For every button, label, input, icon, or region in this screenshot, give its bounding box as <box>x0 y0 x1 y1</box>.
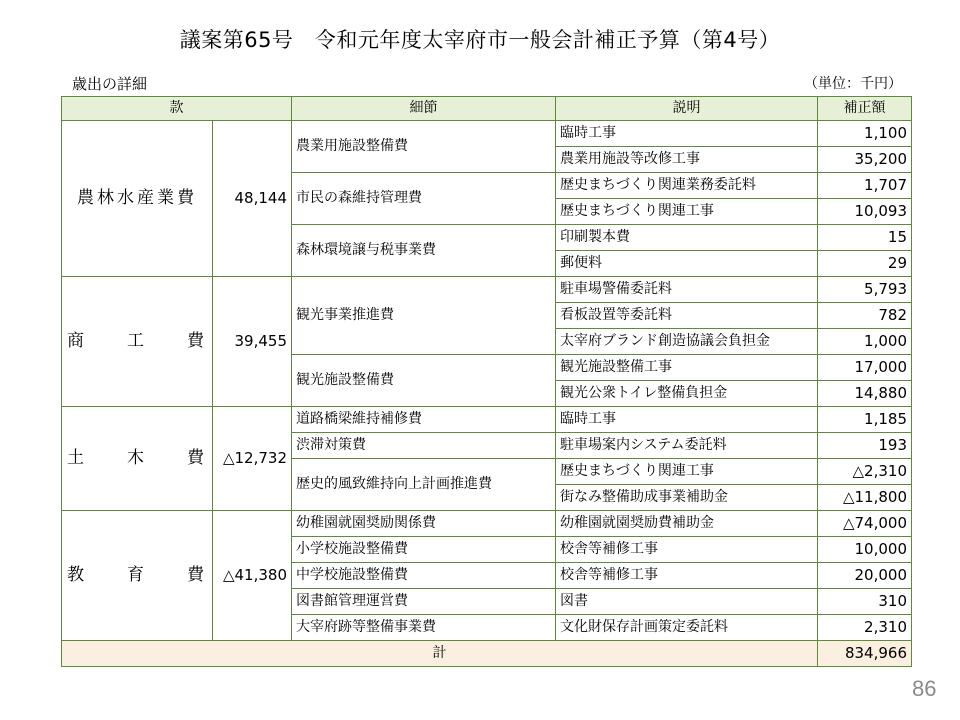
item-description: 校舎等補修工事 <box>556 537 818 563</box>
category-amount: 48,144 <box>213 121 292 277</box>
table-row <box>62 511 912 537</box>
item-description: 幼稚園就園奨励費補助金 <box>556 511 818 537</box>
page-number: 86 <box>912 676 937 701</box>
category-name-text: 農林水産業費 <box>77 188 197 208</box>
item-amount: 193 <box>818 433 912 459</box>
detail-group: 歴史的風致維持向上計画推進費 <box>292 459 556 511</box>
item-amount: 1,185 <box>818 407 912 433</box>
detail-group: 道路橋梁維持補修費 <box>292 407 556 433</box>
category-name <box>62 511 213 641</box>
detail-group: 森林環境譲与税事業費 <box>292 225 556 277</box>
page-title: 議案第65号 令和元年度太宰府市一般会計補正予算（第4号） <box>179 28 781 52</box>
header-amount: 補正額 <box>818 97 912 121</box>
header-saimoku: 細節 <box>292 97 556 121</box>
item-amount: 5,793 <box>818 277 912 303</box>
item-amount: 1,707 <box>818 173 912 199</box>
item-amount: 310 <box>818 589 912 615</box>
item-description: 看板設置等委託料 <box>556 303 818 329</box>
table-row <box>62 121 912 147</box>
item-amount: 1,000 <box>818 329 912 355</box>
table-header-row <box>62 97 912 121</box>
item-description: 臨時工事 <box>556 121 818 147</box>
category-amount: 39,455 <box>213 277 292 407</box>
item-amount: △2,310 <box>818 459 912 485</box>
category-name <box>62 277 213 407</box>
item-amount: △74,000 <box>818 511 912 537</box>
item-description: 郵便料 <box>556 251 818 277</box>
item-amount: 782 <box>818 303 912 329</box>
item-amount: △11,800 <box>818 485 912 511</box>
detail-group: 中学校施設整備費 <box>292 563 556 589</box>
detail-group: 農業用施設整備費 <box>292 121 556 173</box>
item-amount: 29 <box>818 251 912 277</box>
item-description: 街なみ整備助成事業補助金 <box>556 485 818 511</box>
category-amount: △41,380 <box>213 511 292 641</box>
detail-group: 幼稚園就園奨励関係費 <box>292 511 556 537</box>
item-description: 臨時工事 <box>556 407 818 433</box>
category-name <box>62 121 213 277</box>
detail-group: 観光事業推進費 <box>292 277 556 355</box>
item-amount: 10,093 <box>818 199 912 225</box>
total-row <box>62 641 912 667</box>
header-kan: 款 <box>62 97 292 121</box>
category-name-text: 土 木 費 <box>67 448 207 468</box>
item-amount: 1,100 <box>818 121 912 147</box>
item-amount: 15 <box>818 225 912 251</box>
category-name-text: 教 育 費 <box>67 565 207 585</box>
item-description: 観光施設整備工事 <box>556 355 818 381</box>
budget-table <box>61 96 912 667</box>
item-amount: 17,000 <box>818 355 912 381</box>
unit-label: （単位：千円） <box>804 76 902 92</box>
detail-group: 渋滞対策費 <box>292 433 556 459</box>
total-label: 計 <box>62 641 818 667</box>
item-description: 農業用施設等改修工事 <box>556 147 818 173</box>
total-amount: 834,966 <box>818 641 912 667</box>
item-description: 印刷製本費 <box>556 225 818 251</box>
item-amount: 20,000 <box>818 563 912 589</box>
item-amount: 10,000 <box>818 537 912 563</box>
detail-group: 市民の森維持管理費 <box>292 173 556 225</box>
item-description: 歴史まちづくり関連工事 <box>556 199 818 225</box>
item-description: 太宰府ブランド創造協議会負担金 <box>556 329 818 355</box>
item-description: 観光公衆トイレ整備負担金 <box>556 381 818 407</box>
detail-group: 図書館管理運営費 <box>292 589 556 615</box>
category-name <box>62 407 213 511</box>
item-description: 歴史まちづくり関連業務委託料 <box>556 173 818 199</box>
table-row <box>62 277 912 303</box>
item-description: 歴史まちづくり関連工事 <box>556 459 818 485</box>
table-body <box>62 121 912 667</box>
item-description: 図書 <box>556 589 818 615</box>
item-description: 文化財保存計画策定委託料 <box>556 615 818 641</box>
category-name-text: 商 工 費 <box>67 331 207 351</box>
detail-group: 観光施設整備費 <box>292 355 556 407</box>
item-amount: 2,310 <box>818 615 912 641</box>
item-amount: 35,200 <box>818 147 912 173</box>
header-setsumei: 説明 <box>556 97 818 121</box>
category-amount: △12,732 <box>213 407 292 511</box>
section-subtitle: 歳出の詳細 <box>72 75 148 93</box>
item-description: 校舎等補修工事 <box>556 563 818 589</box>
table-row <box>62 407 912 433</box>
detail-group: 小学校施設整備費 <box>292 537 556 563</box>
item-description: 駐車場案内システム委託料 <box>556 433 818 459</box>
item-amount: 14,880 <box>818 381 912 407</box>
item-description: 駐車場警備委託料 <box>556 277 818 303</box>
detail-group: 大宰府跡等整備事業費 <box>292 615 556 641</box>
